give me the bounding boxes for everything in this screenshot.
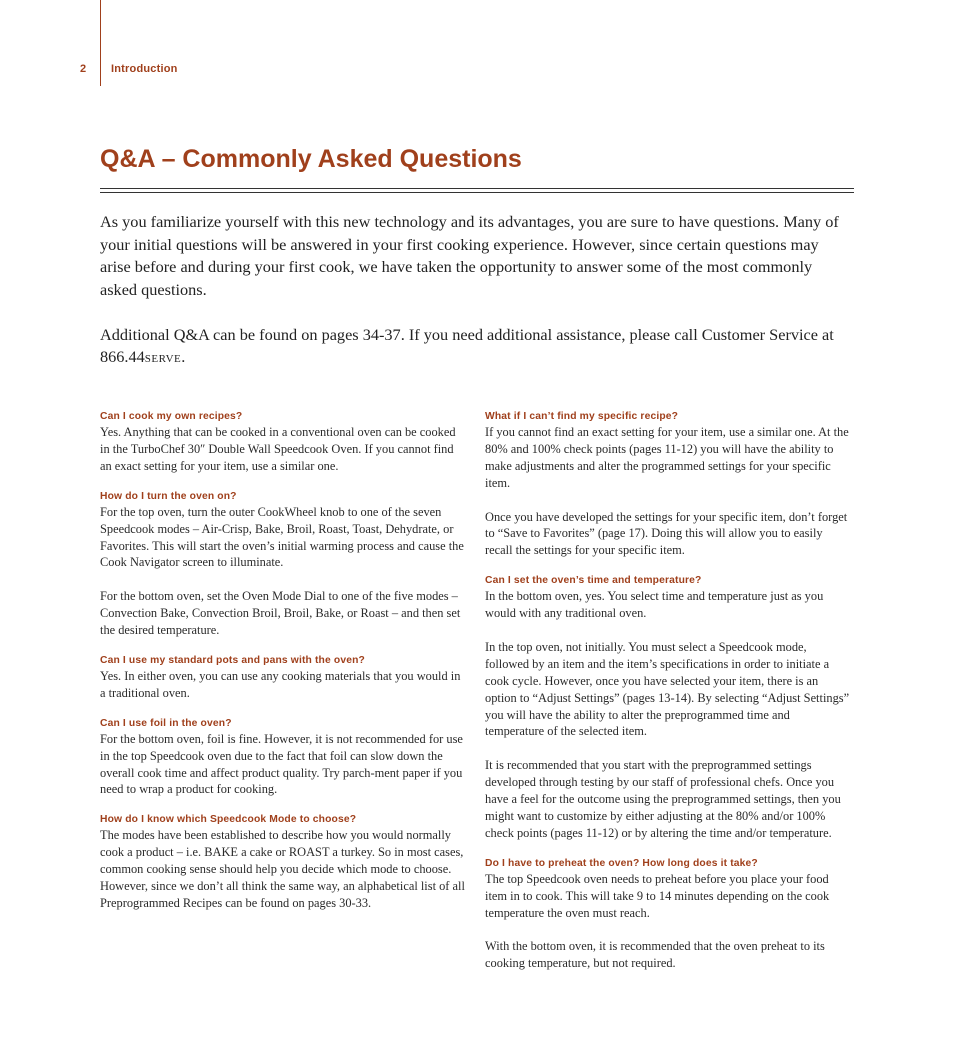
answer: For the bottom oven, set the Oven Mode Dial to one of the five modes – Convection Bake, Convection Broil, Broil, Bake, or Roast – and then set the desired temperature. — [100, 589, 461, 638]
intro-paragraph: As you familiarize yourself with this new technology and its advantages, you are sure to have questions. Many of your initial questions will be answered in your first cooking experience. However, since certain questions may arise before and during your first cook, we have taken the opportunity to answer some of the most commonly asked questions. — [100, 212, 839, 299]
title-rule-bottom — [100, 192, 854, 193]
qa-column-right — [485, 410, 851, 987]
intro-text-part: Additional Q&A can be found on pages 34-37. If you need additional assistance, please call Customer Service at 866.44 — [100, 324, 834, 366]
page-number: 2 — [80, 63, 87, 75]
answer: The modes have been established to describe how you would normally cook a product – i.e. BAKE a cake or ROAST a turkey. So in most cases, common cooking sense should help you decide which mode to choose. However, since we don’t all think the same way, an alphabetical list of all Preprogrammed Recipes can be found on pages 30-33. — [100, 828, 465, 911]
answer: Yes. Anything that can be cooked in a conventional oven can be cooked in the TurboChef 30″ Double Wall Speedcook Oven. If you cannot find an exact setting for your item, use a similar one. — [100, 425, 456, 473]
answer: In the top oven, not initially. You must select a Speedcook mode, followed by an item and the item’s specifications in order to initiate a cook cycle. However, once you have selected your item, there is an option to “Adjust Settings” (pages 13-14). By selecting “Adjust Settings” you will have the ability to alter the preprogrammed time and temperature of the selected item. — [485, 639, 850, 739]
intro-text — [100, 211, 845, 391]
answer: For the bottom oven, foil is fine. However, it is not recommended for use in the top Speedcook oven due to the fact that foil can slow down the overall cook time and affect product quality. Try parch-ment paper if you need to wrap a product for cooking. — [100, 731, 463, 797]
question: What if I can’t find my specific recipe? — [485, 411, 679, 422]
answer: For the top oven, turn the outer CookWheel knob to one of the seven Speedcook modes – Air-Crisp, Bake, Broil, Roast, Toast, Dehydrate, or Favorites. This will start the oven’s initial warming process and cause the Cook Navigator screen to illuminate. — [100, 504, 464, 570]
header-rule — [100, 0, 101, 86]
answer: If you cannot find an exact setting for your item, use a similar one. At the 80% and 100% check points (pages 11-12) you will have the ability to make adjustments and alter the programmed settings for your specific item. — [485, 425, 849, 490]
answer: In the bottom oven, yes. You select time and temperature just as you would with any traditional oven. — [485, 589, 824, 621]
question: How do I turn the oven on? — [100, 490, 237, 502]
question: How do I know which Speedcook Mode to choose? — [100, 814, 357, 826]
answer: Once you have developed the settings for your specific item, don’t forget to “Save to Favorites” (page 17). Doing this will allow you to easily recall the settings for your specific item. — [485, 509, 848, 558]
answer: The top Speedcook oven needs to preheat before you place your food item in to cook. This will take 9 to 14 minutes depending on the cook temperature the oven must reach. — [485, 871, 830, 920]
question: Do I have to preheat the oven? How long does it take? — [485, 857, 758, 869]
question: Can I cook my own recipes? — [100, 411, 243, 422]
question: Can I use foil in the oven? — [100, 717, 232, 729]
title-rule-top — [100, 188, 854, 189]
intro-small-caps: serve — [144, 347, 182, 366]
section-label: Introduction — [111, 63, 178, 75]
answer: It is recommended that you start with the preprogrammed settings developed through testing by our staff of professional chefs. Once you have a feel for the outcome using the preprogrammed settings, then you might want to customize by either adjusting at the 80% and/or 100% check points (pages 11-12) or by altering the time and/or temperature. — [485, 758, 841, 840]
page-title: Q&A – Commonly Asked Questions — [100, 145, 522, 173]
question: Can I use my standard pots and pans with the oven? — [100, 654, 365, 666]
answer: Yes. In either oven, you can use any cooking materials that you would in a traditional oven. — [100, 668, 461, 700]
qa-column-left — [100, 410, 466, 927]
intro-text-end: . — [181, 347, 186, 366]
question: Can I set the oven’s time and temperature? — [485, 575, 702, 587]
intro-paragraph — [100, 324, 845, 369]
answer: With the bottom oven, it is recommended that the oven preheat to its cooking temperature, but not required. — [485, 939, 825, 971]
